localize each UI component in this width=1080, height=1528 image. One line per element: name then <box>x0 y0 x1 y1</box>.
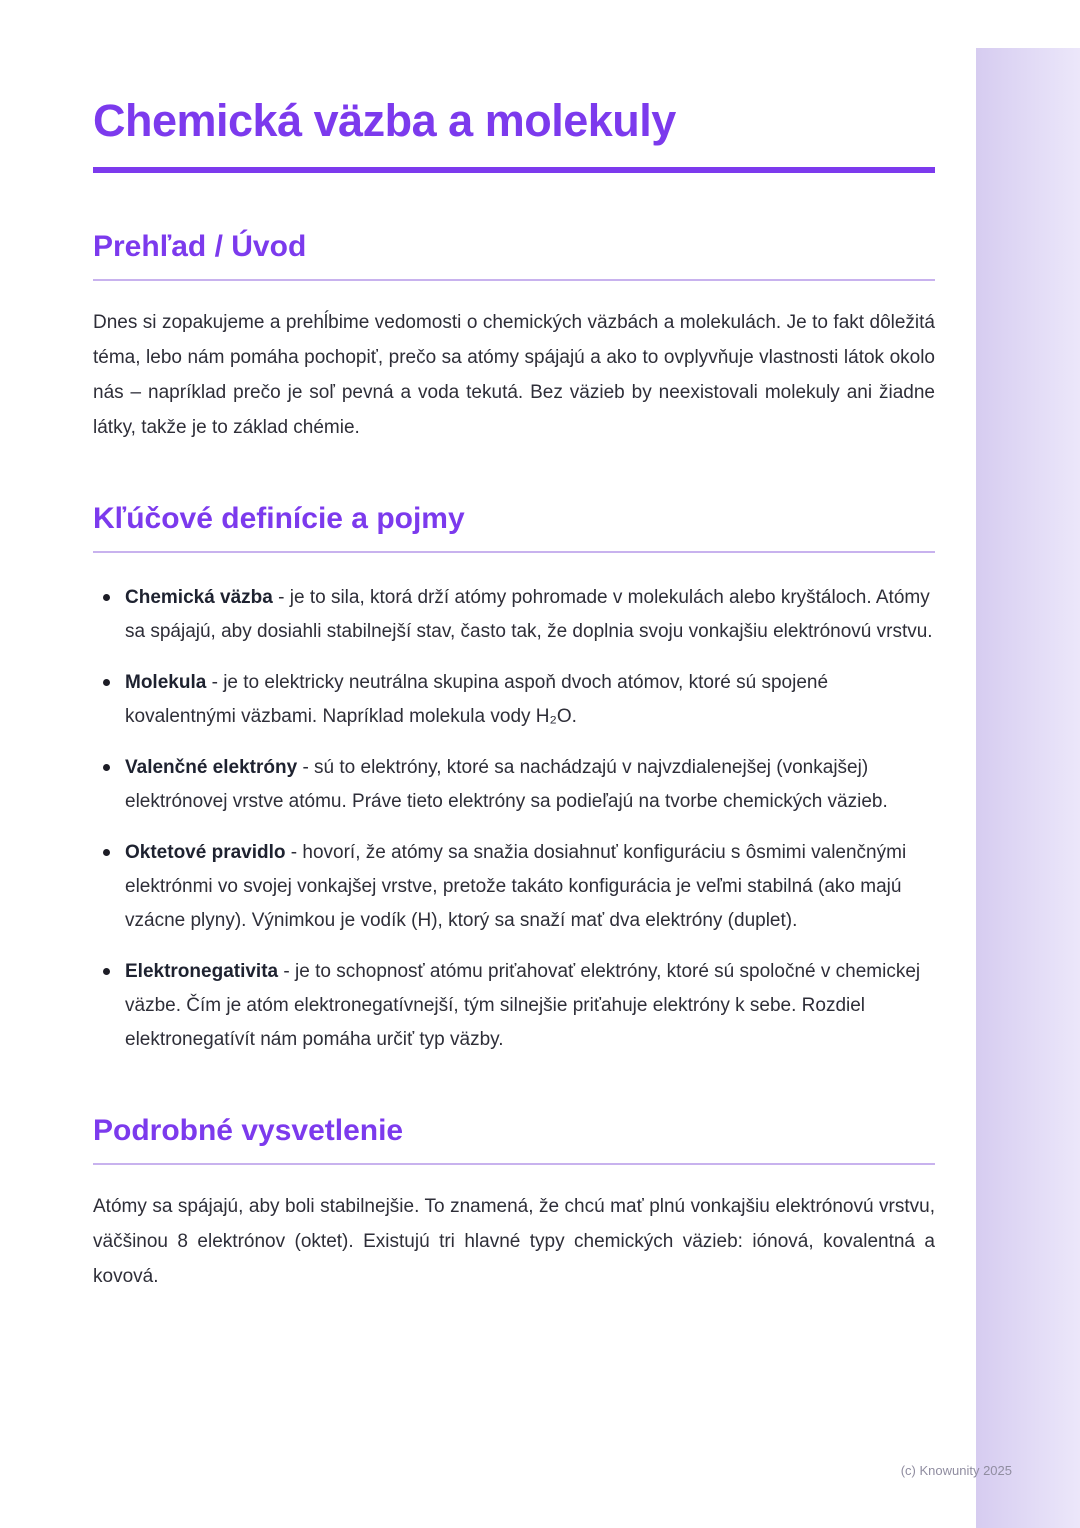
definition-description: - je to sila, ktorá drží atómy pohromade v molekulách alebo kryštáloch. Atómy sa spájajú, aby dosiahli stabilnejší stav, často tak, že doplnia svoju vonkajšiu elektrónovú vrstvu. <box>125 587 933 642</box>
bullet-icon <box>103 968 110 975</box>
page-title: Chemická väzba a molekuly <box>93 95 676 146</box>
section-heading-intro: Prehľad / Úvod <box>93 230 307 263</box>
definitions-list <box>93 581 935 1057</box>
bullet-icon <box>103 764 110 771</box>
definition-description: - je to schopnosť atómu priťahovať elektróny, ktoré sú spoločné v chemickej väzbe. Čím je atóm elektronegatívnejší, tým silnejšie priťahuje elektróny k sebe. Rozdiel elektronegatívít nám pomáha určiť typ väzby. <box>125 961 921 1050</box>
section-heading-definitions: Kľúčové definície a pojmy <box>93 502 465 535</box>
definition-description: - je to elektricky neutrálna skupina aspoň dvoch atómov, ktoré sú spojené kovalentnými väzbami. Napríklad molekula vody H₂O. <box>125 672 829 727</box>
decorative-side-band <box>976 48 1080 1528</box>
definition-description: - hovorí, že atómy sa snažia dosiahnuť konfiguráciu s ôsmimi valenčnými elektrónmi vo svojej vonkajšej vrstve, pretože takáto konfigurácia je veľmi stabilná (ako majú vzácne plyny). Výnimkou je vodík (H), ktorý sa snaží mať dva elektróny (duplet). <box>125 842 907 931</box>
bullet-icon <box>103 594 110 601</box>
list-item <box>93 581 935 649</box>
copyright-footer: (c) Knowunity 2025 <box>900 1463 1012 1478</box>
definition-term: Chemická väzba <box>125 587 273 608</box>
title-divider <box>93 167 935 173</box>
section-divider-intro <box>93 279 935 281</box>
document-content <box>93 0 935 1294</box>
definition-term: Molekula <box>125 672 207 693</box>
definition-description: - sú to elektróny, ktoré sa nachádzajú v najvzdialenejšej (vonkajšej) elektrónovej vrstve atómu. Práve tieto elektróny sa podieľajú na tvorbe chemických väzieb. <box>125 757 888 812</box>
section-heading-explanation: Podrobné vysvetlenie <box>93 1114 404 1147</box>
intro-paragraph: Dnes si zopakujeme a prehĺbime vedomosti o chemických väzbách a molekulách. Je to fakt dôležitá téma, lebo nám pomáha pochopiť, prečo sa atómy spájajú a ako to ovplyvňuje vlastnosti látok okolo nás – napríklad prečo je soľ pevná a voda tekutá. Bez väzieb by neexistovali molekuly ani žiadne látky, takže je to základ chémie. <box>93 312 935 438</box>
bullet-icon <box>103 849 110 856</box>
definition-term: Elektronegativita <box>125 961 279 982</box>
section-divider-explanation <box>93 1163 935 1165</box>
bullet-icon <box>103 679 110 686</box>
section-divider-definitions <box>93 551 935 553</box>
definition-term: Oktetové pravidlo <box>125 842 286 863</box>
list-item <box>93 751 935 819</box>
list-item <box>93 955 935 1057</box>
definition-term: Valenčné elektróny <box>125 757 298 778</box>
explanation-paragraph: Atómy sa spájajú, aby boli stabilnejšie. To znamená, že chcú mať plnú vonkajšiu elektrónovú vrstvu, väčšinou 8 elektrónov (oktet). Existujú tri hlavné typy chemických väzieb: iónová, kovalentná a kovová. <box>93 1196 935 1287</box>
list-item <box>93 666 935 734</box>
list-item <box>93 836 935 938</box>
